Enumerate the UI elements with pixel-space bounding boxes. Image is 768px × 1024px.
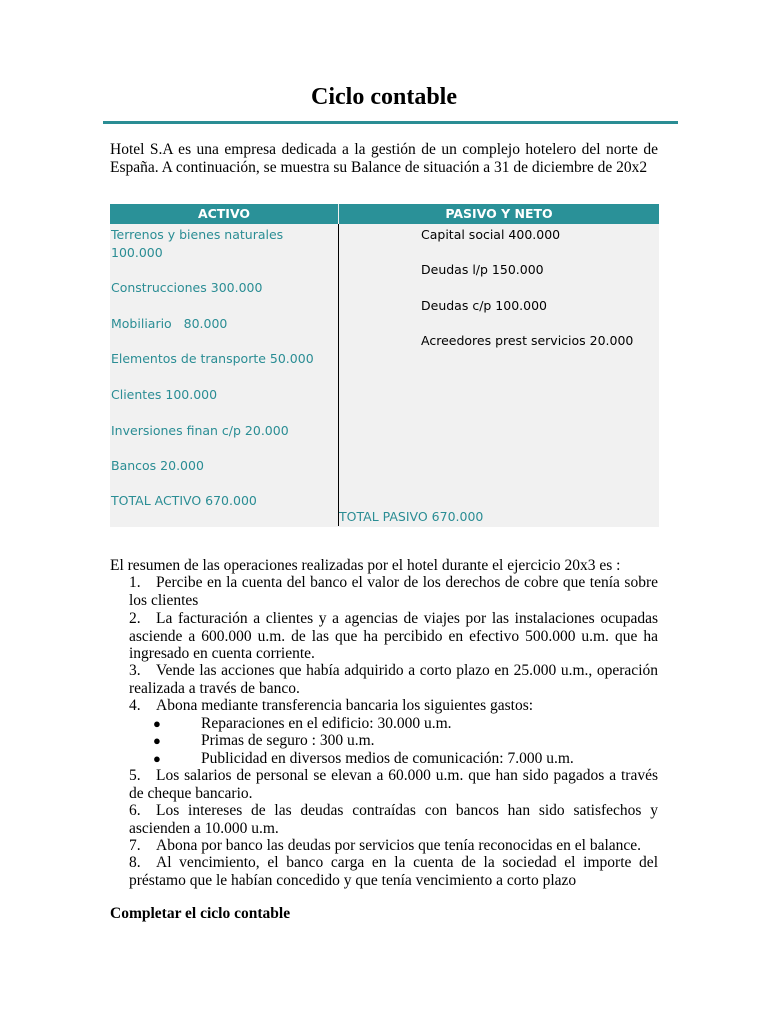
operation-item	[129, 837, 658, 855]
summary-line: El resumen de las operaciones realizadas por el hotel durante el ejercicio 20x3 es :	[110, 557, 621, 574]
operation-number: 1.	[129, 574, 141, 591]
pasivo-item: Capital social 400.000	[421, 227, 561, 242]
pasivo-total: TOTAL PASIVO 670.000	[339, 509, 484, 524]
operation-text: Vende las acciones que había adquirido a corto plazo en 25.000 u.m., operación realizada a través de banco.	[129, 662, 658, 697]
activo-item: Inversiones finan c/p 20.000	[111, 423, 289, 438]
bullet-icon: ●	[153, 733, 161, 748]
operation-number: 7.	[129, 837, 141, 854]
operation-text: Al vencimiento, el banco carga en la cuenta de la sociedad el importe del préstamo que le habían concedido y que tenía vencimiento a corto plazo	[129, 854, 658, 889]
operation-item	[129, 697, 658, 715]
bullet-icon: ●	[153, 716, 161, 731]
operation-item	[129, 854, 658, 889]
title-underline	[103, 121, 678, 124]
page-title: Ciclo contable	[311, 84, 457, 110]
operation-item	[129, 610, 658, 663]
intro-paragraph: Hotel S.A es una empresa dedicada a la gestión de un complejo hotelero del norte de España. A continuación, se muestra su Balance de situación a 31 de diciembre de 20x2	[110, 141, 658, 176]
operation-number: 5.	[129, 767, 141, 784]
operation-text: Abona mediante transferencia bancaria los siguientes gastos:	[156, 697, 534, 714]
activo-item: Clientes 100.000	[111, 387, 218, 402]
operation-text: Abona por banco las deudas por servicios que tenía reconocidas en el balance.	[156, 837, 642, 854]
operation-text: Los salarios de personal se elevan a 60.000 u.m. que han sido pagados a través de cheque bancario.	[129, 767, 658, 802]
operation-number: 4.	[129, 697, 141, 714]
operation-text: Percibe en la cuenta del banco el valor de los derechos de cobre que tenía sobre los clientes	[129, 574, 658, 609]
expense-text: Reparaciones en el edificio: 30.000 u.m.	[201, 715, 452, 732]
expense-text: Primas de seguro : 300 u.m.	[201, 732, 375, 749]
operation-item	[129, 662, 658, 697]
operation-number: 3.	[129, 662, 141, 679]
operation-number: 2.	[129, 610, 141, 627]
operation-number: 8.	[129, 854, 141, 871]
expense-text: Publicidad en diversos medios de comunicación: 7.000 u.m.	[201, 750, 574, 767]
operation-item	[129, 767, 658, 802]
column-divider	[338, 224, 339, 526]
activo-item: Bancos 20.000	[111, 458, 204, 473]
operation-text: La facturación a clientes y a agencias de viajes por las instalaciones ocupadas asciende a 600.000 u.m. de las que ha percibido en efectivo 500.000 u.m. que ha ingresado en cuenta corriente.	[129, 610, 658, 662]
pasivo-item: Deudas l/p 150.000	[421, 262, 544, 277]
activo-item: Elementos de transporte 50.000	[111, 351, 314, 366]
operation-text: Los intereses de las deudas contraídas con bancos han sido satisfechos y ascienden a 10.000 u.m.	[129, 802, 658, 837]
operation-number: 6.	[129, 802, 141, 819]
activo-item: Terrenos y bienes naturales 100.000	[111, 227, 284, 260]
activo-total: TOTAL ACTIVO 670.000	[111, 493, 257, 508]
operation-item	[129, 574, 658, 609]
pasivo-item: Deudas c/p 100.000	[421, 298, 548, 313]
bullet-icon: ●	[153, 751, 161, 766]
balance-table	[110, 204, 659, 527]
closing-instruction: Completar el ciclo contable	[110, 905, 291, 922]
activo-item: Mobiliario 80.000	[111, 316, 228, 331]
activo-item: Construcciones 300.000	[111, 280, 263, 295]
activo-header: ACTIVO	[110, 204, 338, 224]
pasivo-item: Acreedores prest servicios 20.000	[421, 333, 634, 348]
pasivo-header: PASIVO Y NETO	[339, 204, 659, 224]
operation-item	[129, 802, 658, 837]
